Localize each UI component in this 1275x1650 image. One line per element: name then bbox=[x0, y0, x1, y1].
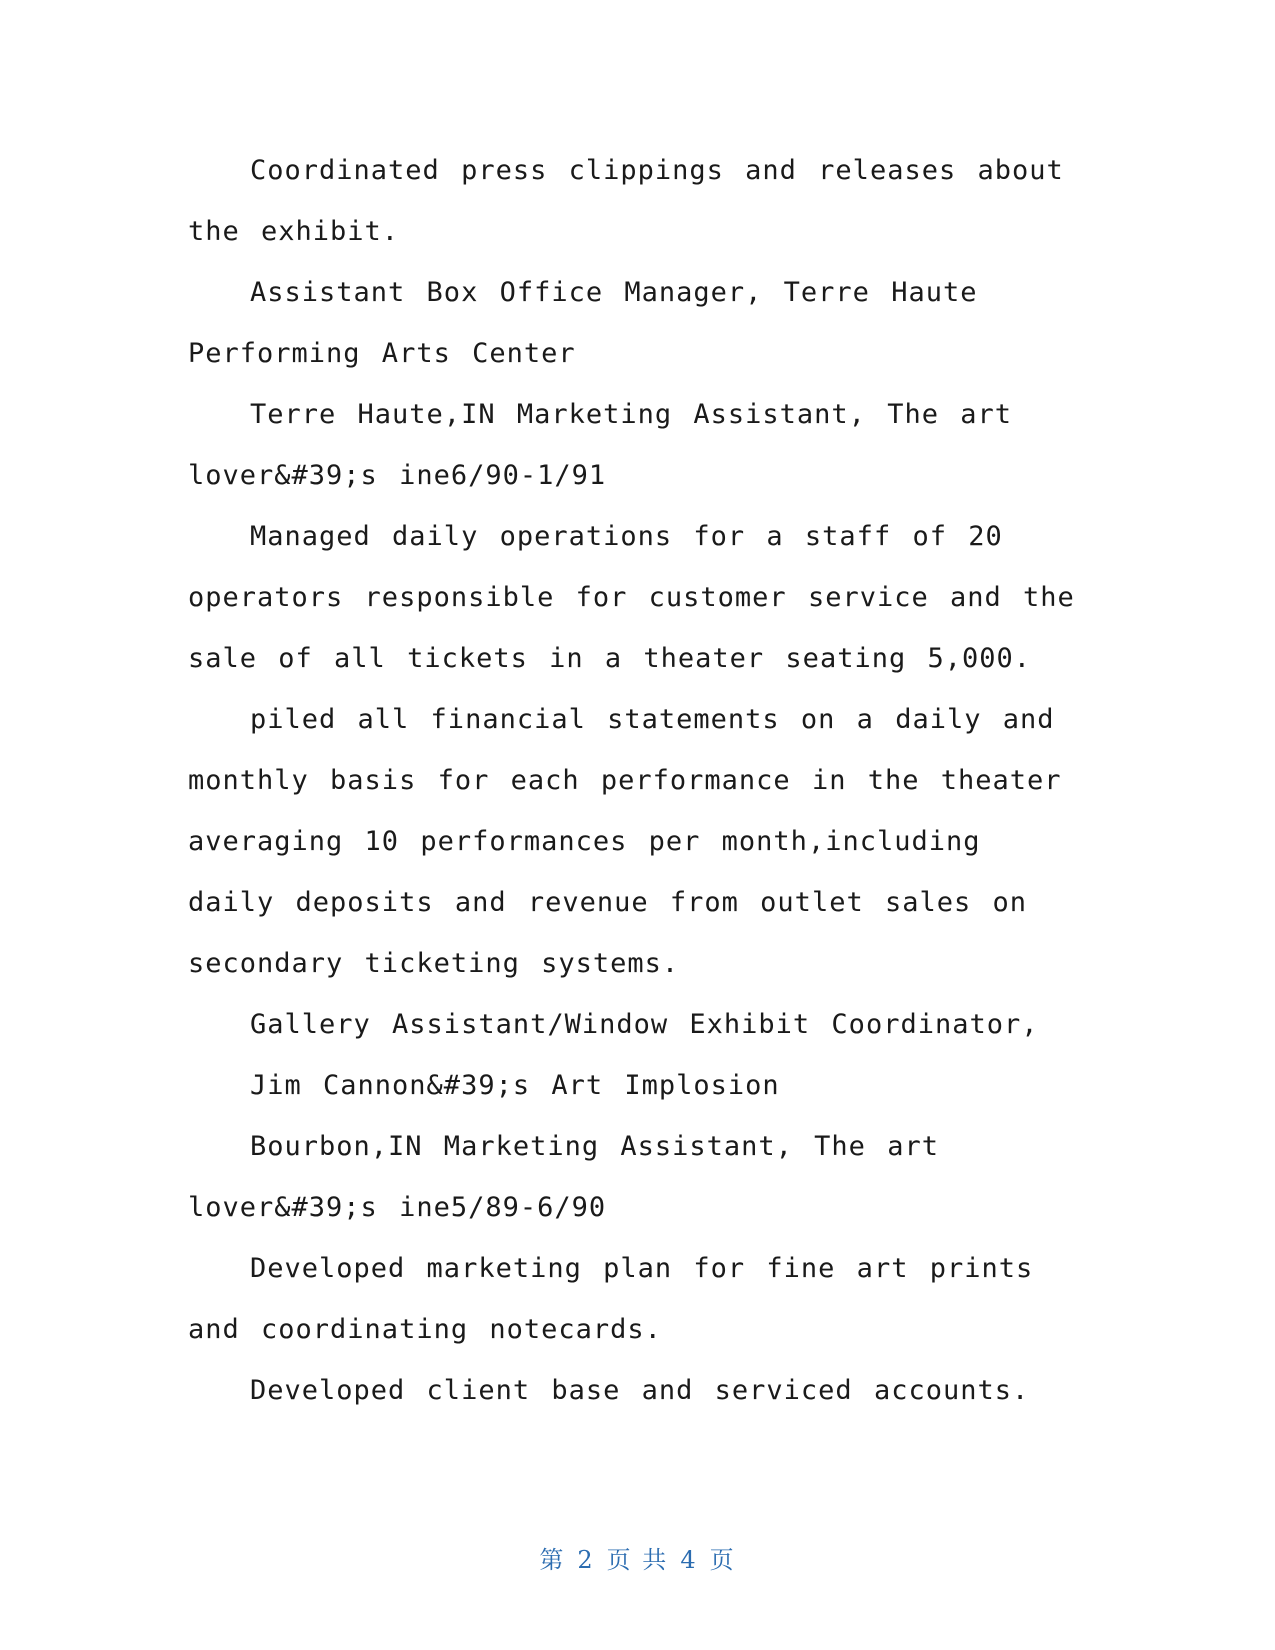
page-footer bbox=[0, 1540, 1275, 1575]
paragraph: Bourbon,IN Marketing Assistant, The art lover&#39;s ine5/89-6/90 bbox=[188, 1131, 939, 1223]
paragraph: Jim Cannon&#39;s Art Implosion bbox=[250, 1070, 780, 1101]
paragraph: Developed marketing plan for fine art prints and coordinating notecards. bbox=[188, 1253, 1034, 1345]
paragraph: piled all financial statements on a daily and monthly basis for each performance in the theater averaging 10 performances per month,including daily deposits and revenue from outlet sales on secondary ticketing systems. bbox=[188, 704, 1062, 979]
total-pages-number: 4 bbox=[680, 1546, 698, 1574]
document-body bbox=[188, 140, 1088, 1421]
page-label-prefix: 第 bbox=[539, 1546, 566, 1574]
paragraph: Assistant Box Office Manager, Terre Haute Performing Arts Center bbox=[188, 277, 978, 369]
paragraph: Managed daily operations for a staff of 20 operators responsible for customer service and the sale of all tickets in a theater seating 5,000. bbox=[188, 521, 1075, 674]
paragraph: Gallery Assistant/Window Exhibit Coordinator, bbox=[250, 1009, 1039, 1040]
paragraph: Coordinated press clippings and releases about the exhibit. bbox=[188, 155, 1064, 247]
page-label-mid: 页 共 bbox=[606, 1546, 669, 1574]
page-label-suffix: 页 bbox=[709, 1546, 736, 1574]
paragraph: Developed client base and serviced accounts. bbox=[250, 1375, 1030, 1406]
current-page-number: 2 bbox=[577, 1546, 595, 1574]
paragraph: Terre Haute,IN Marketing Assistant, The art lover&#39;s ine6/90-1/91 bbox=[188, 399, 1012, 491]
